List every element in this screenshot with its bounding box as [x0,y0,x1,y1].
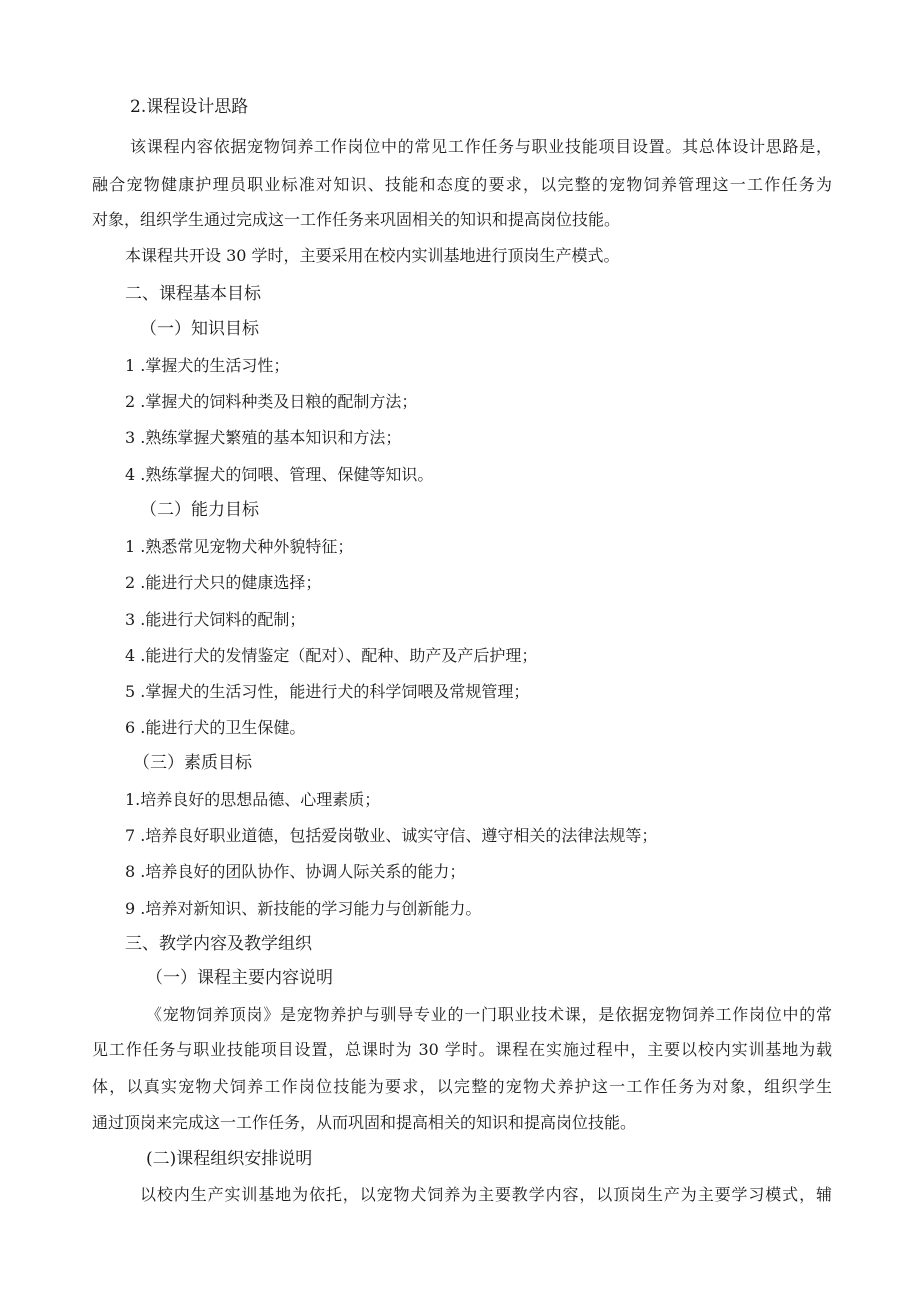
knowledge-item-2: 2 .掌握犬的饲料种类及日粮的配制方法； [125,392,418,411]
ability-item-1: 1 .熟悉常见宠物犬种外貌特征； [125,537,354,556]
quality-item-9: 9 .培养对新知识、新技能的学习能力与创新能力。 [125,899,482,918]
knowledge-item-1: 1 .掌握犬的生活习性； [125,356,290,375]
ability-item-5: 5 .掌握犬的生活习性，能进行犬的科学饲喂及常规管理； [125,682,530,701]
quality-item-1: 1.培养良好的思想品德、心理素质； [125,790,381,809]
design-title: 2.课程设计思路 [130,97,249,117]
content-paragraph-line-3: 体，以真实宠物犬饲养工作岗位技能为要求，以完整的宠物犬养护这一工作任务为对象，组织学生 [92,1077,832,1096]
ability-item-4: 4 .能进行犬的发情鉴定（配对）、配种、助产及产后护理； [125,646,538,665]
quality-item-7: 7 .培养良好职业道德，包括爱岗敬业、诚实守信、遵守相关的法律法规等； [125,826,658,845]
course-hours-text: 本课程共开设 30 学时，主要采用在校内实训基地进行顶岗生产模式。 [125,246,620,265]
content-subtitle: （一）课程主要内容说明 [146,968,333,988]
ability-goals-title: （二）能力目标 [140,500,259,520]
design-paragraph-line-3: 对象，组织学生通过完成这一工作任务来巩固相关的知识和提高岗位技能。 [92,210,621,229]
organization-subtitle: (二)课程组织安排说明 [146,1149,313,1169]
ability-item-2: 2 .能进行犬只的健康选择； [125,573,322,592]
content-paragraph-line-1: 《宠物饲养顶岗》是宠物养护与驯导专业的一门职业技术课，是依据宠物饲养工作岗位中的常 [146,1005,832,1024]
ability-item-6: 6 .能进行犬的卫生保健。 [125,718,306,737]
teaching-title: 三、教学内容及教学组织 [125,934,312,954]
knowledge-item-4: 4 .熟练掌握犬的饲喂、管理、保健等知识。 [125,465,434,484]
knowledge-item-3: 3 .熟练掌握犬繁殖的基本知识和方法； [125,428,402,447]
quality-item-8: 8 .培养良好的团队协作、协调人际关系的能力； [125,862,466,881]
design-paragraph-line-1: 该课程内容依据宠物饲养工作岗位中的常见工作任务与职业技能项目设置。其总体设计思路是， [130,137,832,156]
quality-goals-title: （三）素质目标 [133,753,252,773]
content-paragraph-line-2: 见工作任务与职业技能项目设置，总课时为 30 学时。课程在实施过程中，主要以校内实训基地为载 [92,1040,832,1059]
organization-paragraph-line-1: 以校内生产实训基地为依托，以宠物犬饲养为主要教学内容，以顶岗生产为主要学习模式，辅 [140,1185,832,1204]
ability-item-3: 3 .能进行犬饲料的配制； [125,610,306,629]
knowledge-goals-title: （一）知识目标 [140,319,259,339]
goals-title: 二、课程基本目标 [125,284,261,304]
design-paragraph-line-2: 融合宠物健康护理员职业标准对知识、技能和态度的要求，以完整的宠物饲养管理这一工作任务为 [92,175,832,194]
content-paragraph-line-4: 通过顶岗来完成这一工作任务，从而巩固和提高相关的知识和提高岗位技能。 [92,1113,637,1132]
